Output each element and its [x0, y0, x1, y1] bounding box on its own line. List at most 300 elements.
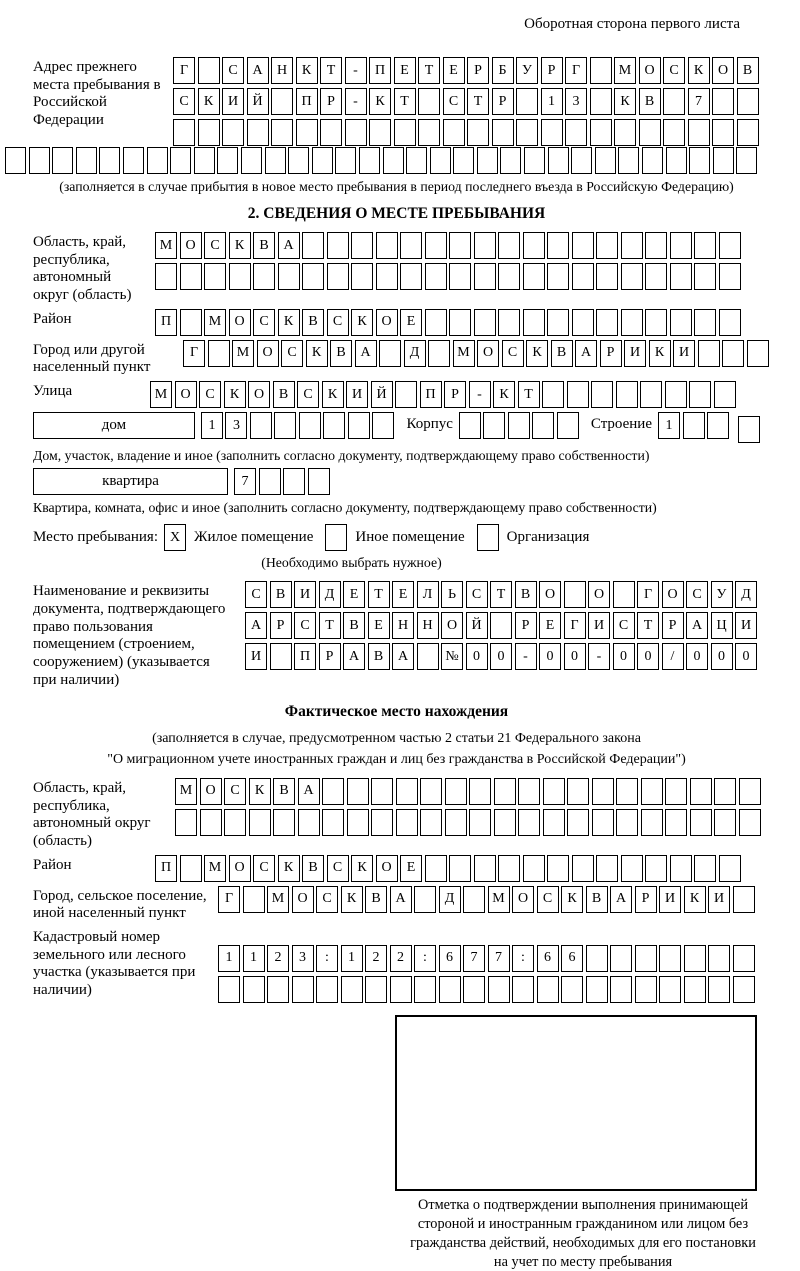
char-box: И — [245, 643, 267, 670]
char-box — [469, 778, 491, 805]
char-box — [418, 119, 440, 146]
char-box: Г — [218, 886, 240, 913]
char-box: В — [515, 581, 537, 608]
char-box — [250, 412, 272, 439]
char-box: О — [539, 581, 561, 608]
char-box — [351, 232, 373, 259]
char-box: Д — [439, 886, 461, 913]
char-box — [635, 945, 657, 972]
char-box: С — [245, 581, 267, 608]
char-box: Е — [539, 612, 561, 639]
char-box — [719, 855, 741, 882]
char-box — [270, 643, 292, 670]
char-box — [316, 976, 338, 1003]
char-box — [690, 809, 712, 836]
char-box: В — [737, 57, 759, 84]
char-box — [610, 976, 632, 1003]
char-box — [596, 263, 618, 290]
char-box — [498, 232, 520, 259]
char-box: О — [180, 232, 202, 259]
char-box: И — [659, 886, 681, 913]
char-box: Е — [394, 57, 416, 84]
mesto-prebyvaniya-row — [33, 524, 760, 551]
char-box: Е — [443, 57, 465, 84]
char-box — [659, 976, 681, 1003]
char-box: У — [516, 57, 538, 84]
char-box — [52, 147, 73, 174]
char-box — [365, 976, 387, 1003]
char-box: В — [273, 381, 295, 408]
char-box — [518, 809, 540, 836]
char-box — [591, 381, 613, 408]
char-box — [467, 119, 489, 146]
char-box — [665, 778, 687, 805]
field-fact-oblast — [33, 778, 760, 851]
char-box: В — [302, 309, 324, 336]
char-box — [621, 855, 643, 882]
char-box: Е — [400, 855, 422, 882]
char-box — [543, 778, 565, 805]
char-box — [698, 340, 720, 367]
char-box: 3 — [292, 945, 314, 972]
char-box — [173, 119, 195, 146]
char-box: К — [688, 57, 710, 84]
stamp-note-line-4: на учет по месту пребывания — [493, 1253, 673, 1270]
char-box — [498, 309, 520, 336]
char-box — [414, 976, 436, 1003]
char-box: В — [586, 886, 608, 913]
char-box: А — [343, 643, 365, 670]
char-box: 7 — [234, 468, 256, 495]
char-box: В — [253, 232, 275, 259]
char-box: К — [322, 381, 344, 408]
char-box: В — [365, 886, 387, 913]
stamp-note — [363, 1196, 800, 1271]
char-box — [483, 412, 505, 439]
char-box — [449, 263, 471, 290]
fact-gorod-label: Город, сельское поселение, иной населенный пункт — [33, 887, 207, 922]
char-box — [477, 147, 498, 174]
char-box — [439, 976, 461, 1003]
char-box: Г — [183, 340, 205, 367]
char-box — [621, 232, 643, 259]
char-box: О — [175, 381, 197, 408]
char-box: С — [663, 57, 685, 84]
char-box: И — [222, 88, 244, 115]
char-box: 0 — [613, 643, 635, 670]
char-box — [707, 412, 729, 439]
char-box: С — [294, 612, 316, 639]
char-box — [418, 88, 440, 115]
char-box — [323, 412, 345, 439]
char-box — [557, 412, 579, 439]
char-box: О — [376, 309, 398, 336]
char-box: А — [610, 886, 632, 913]
field-fact-gorod — [33, 886, 760, 923]
char-box — [645, 263, 667, 290]
char-box — [592, 778, 614, 805]
char-box — [247, 119, 269, 146]
char-box: А — [247, 57, 269, 84]
char-box: 0 — [711, 643, 733, 670]
char-box: К — [198, 88, 220, 115]
char-box: К — [684, 886, 706, 913]
char-box — [288, 147, 309, 174]
inoe-label: Иное помещение — [355, 529, 465, 546]
char-box: Р — [662, 612, 684, 639]
char-box — [714, 778, 736, 805]
char-box — [659, 945, 681, 972]
char-box — [561, 976, 583, 1003]
mesto-label: Место пребывания: — [33, 529, 158, 546]
char-box: Н — [417, 612, 439, 639]
char-box — [400, 232, 422, 259]
char-box: К — [249, 778, 271, 805]
char-box — [420, 809, 442, 836]
fact-gorod-row — [218, 886, 755, 913]
char-box: Т — [320, 57, 342, 84]
char-box — [572, 855, 594, 882]
char-box — [618, 147, 639, 174]
char-box: С — [199, 381, 221, 408]
char-box — [312, 147, 333, 174]
char-box: С — [443, 88, 465, 115]
stroenie-cells — [658, 412, 729, 439]
char-box — [498, 263, 520, 290]
char-box: 7 — [463, 945, 485, 972]
char-box — [572, 263, 594, 290]
char-box: А — [298, 778, 320, 805]
char-box — [733, 976, 755, 1003]
char-box — [302, 232, 324, 259]
char-box — [283, 468, 305, 495]
zhiloe-label: Жилое помещение — [194, 529, 314, 546]
char-box — [614, 119, 636, 146]
char-box — [508, 412, 530, 439]
ulitsa-row — [150, 381, 736, 408]
char-box: В — [273, 778, 295, 805]
char-box: Г — [565, 57, 587, 84]
char-box — [688, 119, 710, 146]
char-box — [198, 119, 220, 146]
kadastr-label: Кадастровый номер земельного или лесного участка (указывается при наличии) — [33, 928, 196, 999]
char-box: М — [267, 886, 289, 913]
char-box — [204, 263, 226, 290]
char-box — [327, 232, 349, 259]
char-box — [719, 309, 741, 336]
char-box — [278, 263, 300, 290]
field-document — [33, 581, 760, 689]
char-box — [400, 263, 422, 290]
char-box: Е — [400, 309, 422, 336]
char-box — [463, 976, 485, 1003]
char-box: Й — [371, 381, 393, 408]
char-box — [537, 976, 559, 1003]
char-box — [689, 381, 711, 408]
char-box — [490, 612, 512, 639]
char-box: 3 — [565, 88, 587, 115]
char-box: С — [281, 340, 303, 367]
char-box — [379, 340, 401, 367]
char-box: Е — [368, 612, 390, 639]
char-box — [498, 855, 520, 882]
char-box: Ц — [711, 612, 733, 639]
char-box — [488, 976, 510, 1003]
char-box: 3 — [225, 412, 247, 439]
char-box: А — [355, 340, 377, 367]
char-box: К — [561, 886, 583, 913]
char-box: 6 — [537, 945, 559, 972]
char-box — [371, 809, 393, 836]
char-box — [29, 147, 50, 174]
char-box — [229, 263, 251, 290]
char-box: X — [164, 524, 186, 551]
char-box — [406, 147, 427, 174]
prev-address-caption: (заполняется в случае прибытия в новое место пребывания в период последнего въезда в Российскую Федерацию) — [59, 179, 734, 194]
char-box: М — [204, 855, 226, 882]
char-box: 0 — [637, 643, 659, 670]
fact-raion-row — [155, 855, 741, 882]
char-box — [341, 976, 363, 1003]
char-box — [123, 147, 144, 174]
char-box: Й — [247, 88, 269, 115]
char-box: 0 — [490, 643, 512, 670]
char-box: Е — [343, 581, 365, 608]
korpus-cells — [459, 412, 579, 439]
char-box — [267, 976, 289, 1003]
char-box — [243, 976, 265, 1003]
char-box: В — [343, 612, 365, 639]
char-box — [396, 809, 418, 836]
char-box — [516, 119, 538, 146]
fact-oblast-row-2 — [175, 809, 761, 836]
char-box — [224, 809, 246, 836]
raion-label: Район — [33, 310, 72, 327]
char-box: 0 — [539, 643, 561, 670]
prev-address-row-4 — [5, 147, 760, 174]
char-box — [596, 309, 618, 336]
char-box: О — [257, 340, 279, 367]
char-box — [322, 778, 344, 805]
char-box: - — [345, 57, 367, 84]
char-box — [459, 412, 481, 439]
char-box: Т — [518, 381, 540, 408]
char-box — [249, 809, 271, 836]
char-box — [302, 263, 324, 290]
checkbox-inoe — [325, 524, 347, 551]
char-box: Т — [467, 88, 489, 115]
char-box: К — [278, 309, 300, 336]
char-box: С — [224, 778, 246, 805]
char-box — [494, 778, 516, 805]
char-box — [524, 147, 545, 174]
char-box — [621, 263, 643, 290]
char-box — [516, 88, 538, 115]
char-box: Л — [417, 581, 439, 608]
char-box — [586, 945, 608, 972]
char-box — [322, 809, 344, 836]
char-box — [218, 976, 240, 1003]
char-box — [670, 309, 692, 336]
organizatsiya-label: Организация — [506, 529, 590, 546]
char-box — [359, 147, 380, 174]
char-box — [684, 976, 706, 1003]
char-box — [180, 855, 202, 882]
char-box: - — [515, 643, 537, 670]
char-box — [298, 809, 320, 836]
char-box — [170, 147, 191, 174]
char-box: К — [229, 232, 251, 259]
char-box — [565, 119, 587, 146]
char-box — [273, 809, 295, 836]
char-box — [739, 809, 761, 836]
char-box — [390, 976, 412, 1003]
char-box: К — [296, 57, 318, 84]
document-row-3 — [245, 643, 760, 670]
stroenie-label: Строение — [590, 416, 652, 433]
char-box: Р — [635, 886, 657, 913]
char-box: К — [493, 381, 515, 408]
char-box: С — [613, 612, 635, 639]
char-box — [417, 643, 439, 670]
char-box — [736, 147, 757, 174]
char-box: И — [735, 612, 757, 639]
char-box — [571, 147, 592, 174]
stamp-note-line-1: Отметка о подтверждении выполнения принимающей — [418, 1196, 748, 1213]
char-box: М — [150, 381, 172, 408]
prev-address-row-1 — [173, 57, 760, 84]
char-box — [518, 778, 540, 805]
field-ulitsa — [33, 381, 760, 408]
char-box — [425, 309, 447, 336]
char-box: В — [368, 643, 390, 670]
char-box — [292, 976, 314, 1003]
mesto-caption: (Необходимо выбрать нужное) — [261, 555, 442, 571]
char-box: П — [155, 309, 177, 336]
document-label: Наименование и реквизиты документа, подтверждающего право пользования помещением (строением, сооружением) (указывается при наличии) — [33, 583, 226, 688]
char-box — [590, 119, 612, 146]
char-box: О — [477, 340, 499, 367]
char-box: 2 — [390, 945, 412, 972]
char-box — [425, 855, 447, 882]
char-box — [641, 778, 663, 805]
char-box: Т — [418, 57, 440, 84]
char-box — [590, 57, 612, 84]
char-box: Д — [319, 581, 341, 608]
char-box: Н — [392, 612, 414, 639]
prev-address-row-3 — [173, 119, 760, 146]
char-box — [567, 381, 589, 408]
gorod-label: Город или другой населенный пункт — [33, 341, 151, 376]
document-row-1 — [245, 581, 760, 608]
char-box — [474, 855, 496, 882]
char-box — [372, 412, 394, 439]
char-box: К — [351, 855, 373, 882]
char-box — [670, 263, 692, 290]
char-box — [665, 381, 687, 408]
char-box — [76, 147, 97, 174]
char-box: В — [639, 88, 661, 115]
char-box: О — [229, 855, 251, 882]
char-box: 1 — [243, 945, 265, 972]
char-box — [567, 778, 589, 805]
char-box — [376, 263, 398, 290]
char-box: 1 — [341, 945, 363, 972]
char-box — [523, 232, 545, 259]
char-box: Г — [564, 612, 586, 639]
char-box: О — [639, 57, 661, 84]
char-box: М — [488, 886, 510, 913]
char-box — [222, 119, 244, 146]
char-box — [274, 412, 296, 439]
char-box: И — [346, 381, 368, 408]
char-box — [670, 855, 692, 882]
char-box — [271, 119, 293, 146]
char-box: № — [441, 643, 463, 670]
char-box: Р — [541, 57, 563, 84]
char-box — [572, 309, 594, 336]
char-box: Г — [637, 581, 659, 608]
char-box: : — [512, 945, 534, 972]
char-box: М — [453, 340, 475, 367]
char-box — [712, 119, 734, 146]
char-box: И — [588, 612, 610, 639]
oblast-row-1 — [155, 232, 760, 259]
char-box: - — [469, 381, 491, 408]
char-box — [719, 232, 741, 259]
char-box — [547, 263, 569, 290]
prev-address-label: Адрес прежнего места пребывания в Российской Федерации — [33, 59, 161, 129]
char-box — [449, 232, 471, 259]
char-box — [641, 809, 663, 836]
char-box — [175, 809, 197, 836]
char-box — [572, 232, 594, 259]
dom-row — [33, 412, 760, 443]
char-box: В — [551, 340, 573, 367]
char-box: А — [392, 643, 414, 670]
char-box: А — [575, 340, 597, 367]
char-box: Е — [392, 581, 414, 608]
char-box: 1 — [218, 945, 240, 972]
char-box — [395, 381, 417, 408]
char-box: С — [173, 88, 195, 115]
oblast-label: Область, край, республика, автономный округ (область) — [33, 234, 132, 304]
char-box — [713, 147, 734, 174]
char-box — [327, 263, 349, 290]
char-box — [347, 809, 369, 836]
char-box: Г — [173, 57, 195, 84]
char-box — [694, 232, 716, 259]
char-box — [494, 809, 516, 836]
char-box — [635, 976, 657, 1003]
char-box: Р — [467, 57, 489, 84]
char-box: А — [686, 612, 708, 639]
char-box: С — [253, 855, 275, 882]
char-box — [425, 263, 447, 290]
kvartira-cells — [234, 468, 330, 495]
page-side-note: Оборотная сторона первого листа — [524, 16, 740, 32]
char-box: П — [420, 381, 442, 408]
char-box — [371, 778, 393, 805]
char-box: К — [306, 340, 328, 367]
char-box: Р — [319, 643, 341, 670]
field-oblast — [33, 232, 760, 305]
char-box — [474, 232, 496, 259]
char-box — [663, 88, 685, 115]
confirmation-stamp-box — [395, 1015, 757, 1191]
char-box — [299, 412, 321, 439]
char-box — [512, 976, 534, 1003]
